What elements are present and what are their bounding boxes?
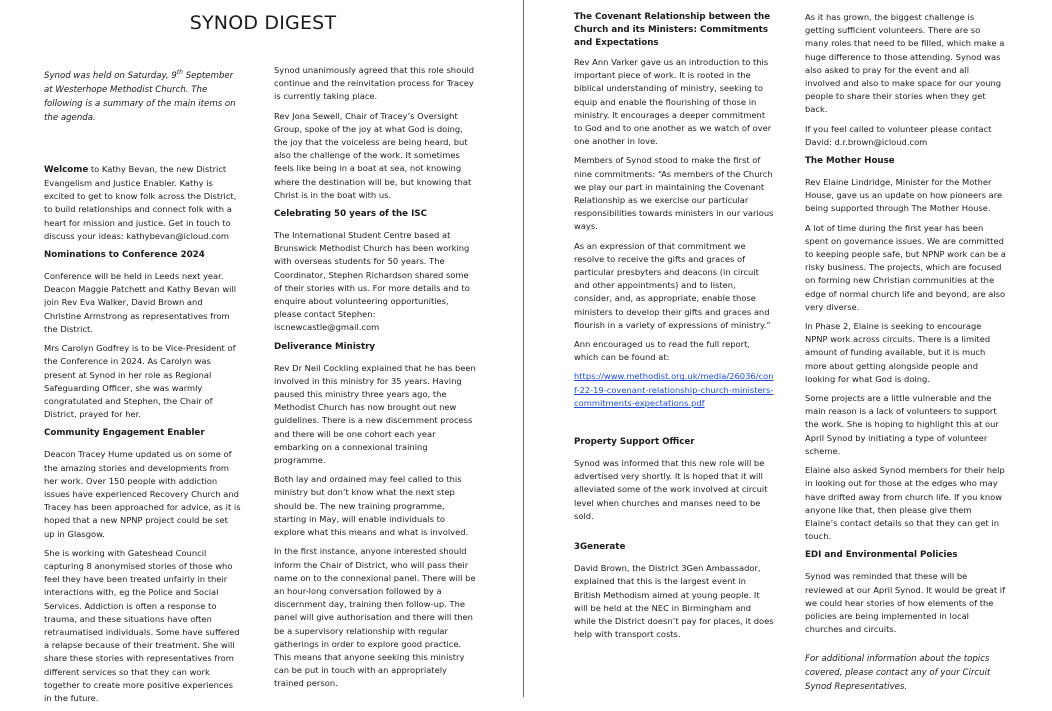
page-divider: [523, 0, 524, 697]
deliverance-paragraph-2: Both lay and ordained may feel called to this ministry but don’t know what the next step should be. The new training programme, starting in May, will enable individuals to explore what this means and what is involved.: [274, 474, 469, 538]
deliverance-paragraph-3: In the first instance, anyone interested should inform the Chair of District, who will pass their name on to the connexional panel. There will be an hour-long conversation followed by a discernment day, training then follow-up. The panel will give authorisation and there will then be a supervisory relationship with regular gatherings in order to explore good practice. This means that anyone seeking this ministry can be put in touch with an appropriately trained person.: [274, 546, 476, 689]
deliverance-paragraph-1: Rev Dr Neil Cockling explained that he has been involved in this ministry for 35 years. Having paused this ministry three years ago, the Methodist Church has now brought out new guidelines. There is a new discernment process and there will be one cohort each year embarking on a connexional training programme.: [274, 362, 476, 466]
covenant-paragraph-3: As an expression of that commitment we resolve to receive the gifts and graces of particular presbyters and deacons (in circuit and other appointments) and to listen, consider, and, as appropriate, enable those ministers to develop their gifts and graces and flourish in a variety of expressions of ministry.”: [574, 240, 771, 330]
volunteers-paragraph: As it has grown, the biggest challenge is getting sufficient volunteers. There are so many roles that need to be filled, which make a huge difference to those attending. Synod was also asked to pray for the event and all involved and also to make space for our young people to share their stories when they get back.: [805, 12, 1005, 115]
nominations-heading: Nominations to Conference 2024: [44, 250, 205, 261]
community-paragraph-2: She is working with Gateshead Council capturing 8 anonymised stories of those who feel they have been treated unfairly in their interactions with, eg the Police and Social Services. Addiction is often a response to trauma, and these situations have often retraumatised individuals. Some have suffered a relapse because of their treatment. She will share these stories with representatives from different services so that they can work together to create more positive experiences in the future.: [44, 547, 240, 703]
oversight-paragraph: Rev Jona Sewell, Chair of Tracey’s Oversight Group, spoke of the joy at what God is doing, the joy that the voiceless are being heard, but also the challenge of the work. It sometimes feels like being in a boat at sea, not knowing where the destination will be, but knowing that Christ is in the boat with us.: [274, 110, 472, 200]
covenant-paragraph-1: Rev Ann Varker gave us an introduction to this important piece of work. It is rooted in the biblical understanding of ministry, seeking to equip and enable the flourishing of those in ministry. It encourages a deeper commitment to God and to one another as we watch of over one another in love.: [574, 57, 772, 147]
community-paragraph-1: Deacon Tracey Hume updated us on some of the amazing stories and developments from her work. Over 150 people with addiction issues have experienced Recovery Church and Tracey has been approached for advice, as it is hoped that a new NPNP project could be set up in Glasgow.: [44, 449, 241, 539]
welcome-body: to Kathy Bevan, the new District Evangelism and Justice Enabler. Kathy is excited to get to know folk across the District, to build relationships and connect folk with a heart for mission and justice. Get in touch to discuss your ideas: kathybevan@icloud.com: [44, 163, 237, 241]
mother-house-heading: The Mother House: [805, 156, 895, 167]
column-4: [805, 11, 1006, 700]
covenant-link-paragraph: [574, 370, 774, 410]
closing-note: For additional information about the topics covered, please contact any of your Circuit Synod Representatives.: [805, 654, 991, 693]
column-1: [44, 66, 241, 711]
deliverance-heading: Deliverance Ministry: [274, 341, 376, 352]
nominations-paragraph-1: Conference will be held in Leeds next year. Deacon Maggie Patchett and Kathy Bevan will join Rev Eva Walker, David Brown and Christine Armstrong as representatives from the District.: [44, 271, 237, 334]
edi-heading: EDI and Environmental Policies: [805, 550, 958, 561]
intro-text-a: Synod was held on Saturday, 9: [44, 70, 177, 81]
covenant-paragraph-2: Members of Synod stood to make the first of nine commitments: “As members of the Church we play our part in maintaining the Covenant Relationship as we exercise our particular responsibilities towards ministers in our various ways.: [574, 155, 774, 232]
edi-paragraph: Synod was reminded that these will be reviewed at our April Synod. It would be great if we could hear stories of how elements of the policies are being implemented in local churches and circuits.: [805, 571, 1006, 635]
covenant-paragraph-4: Ann encouraged us to read the full report, which can be found at:: [574, 339, 751, 363]
mother-house-paragraph-2: A lot of time during the first year has been spent on governance issues. We are committed to keeping people safe, but NPNP work can be a risky business. The projects, which are focused on forming new Christian communities at the edge of normal church life and beyond, are also very diverse.: [805, 222, 1006, 312]
welcome-paragraph: [44, 163, 241, 243]
volunteer-contact-paragraph: If you feel called to volunteer please contact David: d.r.brown@icloud.com: [805, 123, 992, 147]
covenant-report-link[interactable]: https://www.methodist.org.uk/media/26036/conf-22-19-covenant-relationship-church-ministers-commitments-expectations.pdf: [574, 371, 774, 408]
generate-paragraph: David Brown, the District 3Gen Ambassador, explained that this is the largest event in British Methodism aimed at young people. It will be held at the NEC in Birmingham and while the District doesn’t pay for places, it does help with transport costs.: [574, 563, 774, 640]
mother-house-paragraph-4: Some projects are a little vulnerable and the main reason is a lack of volunteers to support the work. She is hoping to highlight this at our April Synod by initiating a type of volunteer scheme.: [805, 393, 999, 456]
property-heading: Property Support Officer: [574, 437, 695, 448]
isc-paragraph: The International Student Centre based at Brunswick Methodist Church has been working with overseas students for 50 years. The Coordinator, Stephen Richardson shared some of their stories with us. For more details and to enquire about volunteering opportunities, please contact Stephen: iscnewcastle@gmail.com: [274, 230, 470, 333]
welcome-heading: Welcome: [44, 164, 89, 175]
nominations-paragraph-2: Mrs Carolyn Godfrey is to be Vice-President of the Conference in 2024. As Carolyn was present at Synod in her role as Regional Safeguarding Officer, she was warmly congratulated and Stephen, the Chair of District, prayed for her.: [44, 343, 236, 420]
intro-superscript: th: [176, 69, 183, 76]
isc-heading: Celebrating 50 years of the ISC: [274, 209, 427, 220]
community-heading: Community Engagement Enabler: [44, 428, 205, 439]
covenant-heading: The Covenant Relationship between the Church and its Ministers: Commitments and Expectations: [574, 12, 771, 48]
mother-house-paragraph-5: Elaine also asked Synod members for their help in looking out for those at the edges who may have drifted away from church life. If you know anyone like that, then please give them Elaine’s contact details so that they can get in touch.: [805, 465, 1005, 542]
mother-house-paragraph-1: Rev Elaine Lindridge, Minister for the Mother House, gave us an update on how pioneers are being supported through The Mother House.: [805, 177, 1003, 214]
intro-paragraph: [44, 66, 241, 125]
column-2: [274, 64, 476, 697]
mother-house-paragraph-3: In Phase 2, Elaine is seeking to encourage NPNP work across circuits. There is a limited amount of funding available, but it is much more about getting alongside people and looking for what God is doing.: [805, 321, 991, 384]
column-3: [574, 11, 774, 647]
property-paragraph: Synod was informed that this new role will be advertised very shortly. It is hoped that it will alleviated some of the work involved at circuit level when churches and manses need to be sold.: [574, 458, 768, 521]
intro-text-b: September at Westerhope Methodist Church. The following is a summary of the main items on the agenda.: [44, 70, 236, 123]
tracey-role-paragraph: Synod unanimously agreed that this role should continue and the reinvitation process for Tracey is currently taking place.: [274, 65, 475, 102]
generate-heading: 3Generate: [574, 542, 626, 553]
digest-title: SYNOD DIGEST: [189, 12, 337, 34]
